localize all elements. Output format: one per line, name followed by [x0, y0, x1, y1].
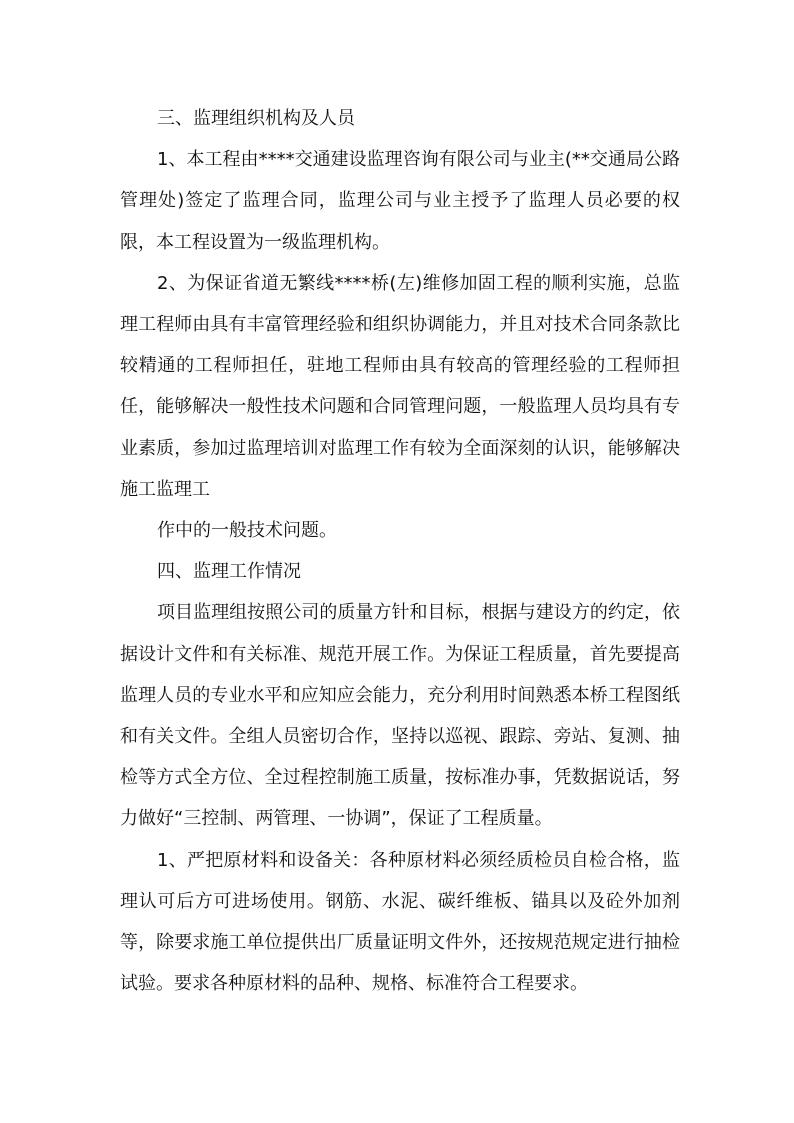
section-heading-organization: 三、监理组织机构及人员	[157, 108, 355, 129]
document-page	[120, 98, 680, 1004]
section-heading-work-status: 四、监理工作情况	[157, 561, 301, 583]
paragraph-contract: 1、本工程由****交通建设监理咨询有限公司与业主(**交通局公路管理处)签定了监理合同，监理公司与业主授予了监理人员必要的权限，本工程设置为一级监理机构。	[120, 149, 680, 253]
paragraph-staffing-continued: 作中的一般技术问题。	[157, 520, 337, 542]
paragraph-staffing: 2、为保证省道无繁线****桥(左)维修加固工程的顺利实施，总监理工程师由具有丰富管理经验和组织协调能力，并且对技术合同条款比较精通的工程师担任，驻地工程师由具有较高的管理经验的工程师担任，能够解决一般性技术问题和合同管理问题，一般监理人员均具有专业素质，参加过监理培训对监理工作有较为全面深刻的认识，能够解决施工监理工	[120, 272, 680, 500]
paragraph-quality-control: 项目监理组按照公司的质量方针和目标，根据与建设方的约定，依据设计文件和有关标准、规范开展工作。为保证工程质量，首先要提高监理人员的专业水平和应知应会能力，充分利用时间熟悉本桥工程图纸和有关文件。全组人员密切合作，坚持以巡视、跟踪、旁站、复测、抽检等方式全方位、全过程控制施工质量，按标准办事，凭数据说话，努力做好“三控制、两管理、一协调”，保证了工程质量。	[120, 602, 680, 830]
paragraph-materials: 1、严把原材料和设备关：各种原材料必须经质检员自检合格，监理认可后方可进场使用。钢筋、水泥、碳纤维板、锚具以及砼外加剂等，除要求施工单位提供出厂质量证明文件外，还按规范规定进行抽检试验。要求各种原材料的品种、规格、标准符合工程要求。	[120, 849, 680, 995]
